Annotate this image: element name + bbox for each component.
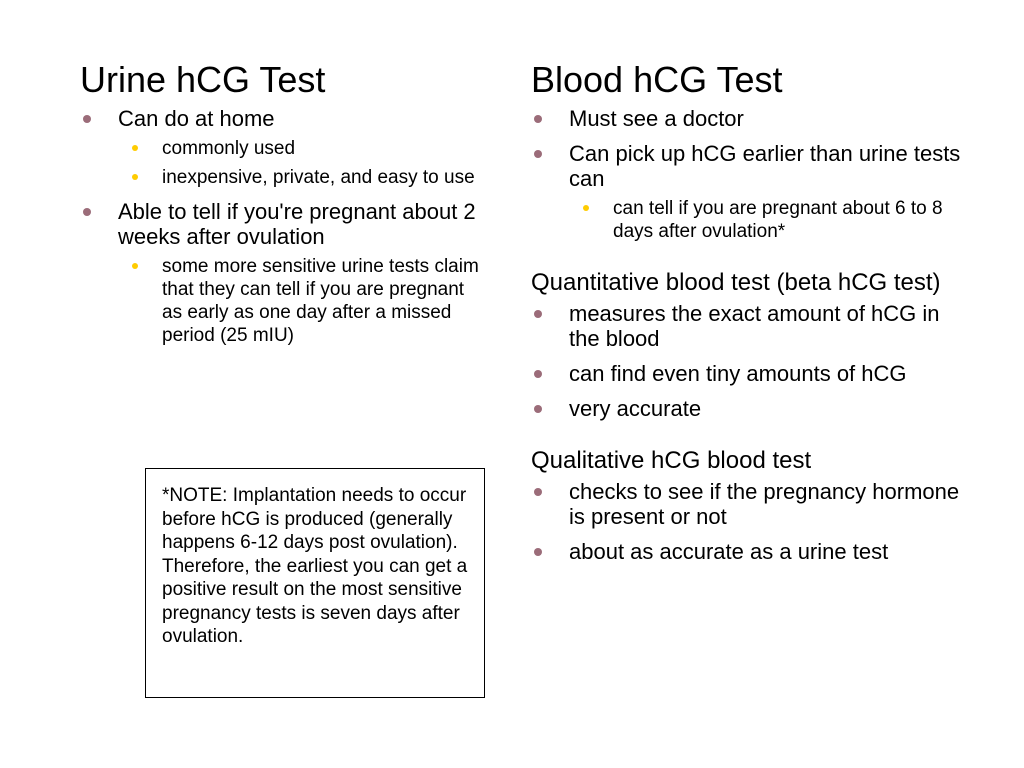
list-item	[531, 141, 971, 243]
list-item-text: Able to tell if you're pregnant about 2 weeks after ovulation	[118, 199, 476, 249]
qualitative-section	[531, 447, 971, 564]
list-item	[80, 106, 480, 189]
sub-list-item	[80, 137, 480, 160]
list-item-text: checks to see if the pregnancy hormone is present or not	[569, 479, 960, 529]
sub-list-item	[80, 255, 480, 347]
bullet-icon	[534, 310, 542, 318]
list-item-text: Can pick up hCG earlier than urine tests can	[569, 141, 961, 191]
sub-list	[531, 197, 971, 243]
list-item	[531, 301, 971, 351]
sub-bullet-icon	[132, 174, 138, 180]
urine-test-list	[80, 106, 480, 347]
bullet-icon	[534, 405, 542, 413]
urine-test-column	[80, 58, 480, 357]
bullet-icon	[534, 370, 542, 378]
bullet-icon	[534, 548, 542, 556]
note-box	[145, 468, 485, 698]
sub-bullet-icon	[583, 205, 589, 211]
blood-test-title: Blood hCG Test	[531, 59, 783, 100]
bullet-icon	[534, 115, 542, 123]
sub-bullet-icon	[132, 145, 138, 151]
sub-list-item-text: some more sensitive urine tests claim that they can tell if you are pregnant as early as one day after a missed period (25 mIU)	[162, 256, 479, 346]
list-item-text: can find even tiny amounts of hCG	[569, 361, 907, 386]
list-item-text: very accurate	[569, 396, 702, 421]
list-item	[531, 361, 971, 386]
sub-bullet-icon	[132, 263, 138, 269]
list-item-text: about as accurate as a urine test	[569, 539, 889, 564]
list-item-text: Must see a doctor	[569, 106, 744, 131]
bullet-icon	[534, 150, 542, 158]
bullet-icon	[534, 488, 542, 496]
sub-list-item-text: commonly used	[162, 138, 296, 159]
note-text: *NOTE: Implantation needs to occur before hCG is produced (generally happens 6-12 days post ovulation). Therefore, the earliest you can get a positive result on the most sensitive pregnancy tests is seven days after ovulation.	[162, 485, 468, 647]
sub-list-item-text: inexpensive, private, and easy to use	[162, 167, 475, 188]
list-item	[531, 396, 971, 421]
blood-test-column	[531, 58, 971, 574]
list-item	[531, 106, 971, 131]
sub-list-item-text: can tell if you are pregnant about 6 to 8 days after ovulation*	[613, 198, 943, 242]
blood-test-list	[531, 106, 971, 243]
quantitative-section	[531, 269, 971, 421]
quantitative-heading: Quantitative blood test (beta hCG test)	[531, 269, 941, 296]
bullet-icon	[83, 115, 91, 123]
sub-list-item	[80, 166, 480, 189]
list-item-text: Can do at home	[118, 106, 275, 131]
urine-test-title: Urine hCG Test	[80, 59, 326, 100]
sub-list	[80, 137, 480, 189]
bullet-icon	[83, 208, 91, 216]
sub-list	[80, 255, 480, 347]
sub-list-item	[531, 197, 971, 243]
list-item	[531, 479, 971, 529]
list-item	[531, 539, 971, 564]
list-item	[80, 199, 480, 347]
qualitative-heading: Qualitative hCG blood test	[531, 447, 812, 474]
list-item-text: measures the exact amount of hCG in the blood	[569, 301, 940, 351]
